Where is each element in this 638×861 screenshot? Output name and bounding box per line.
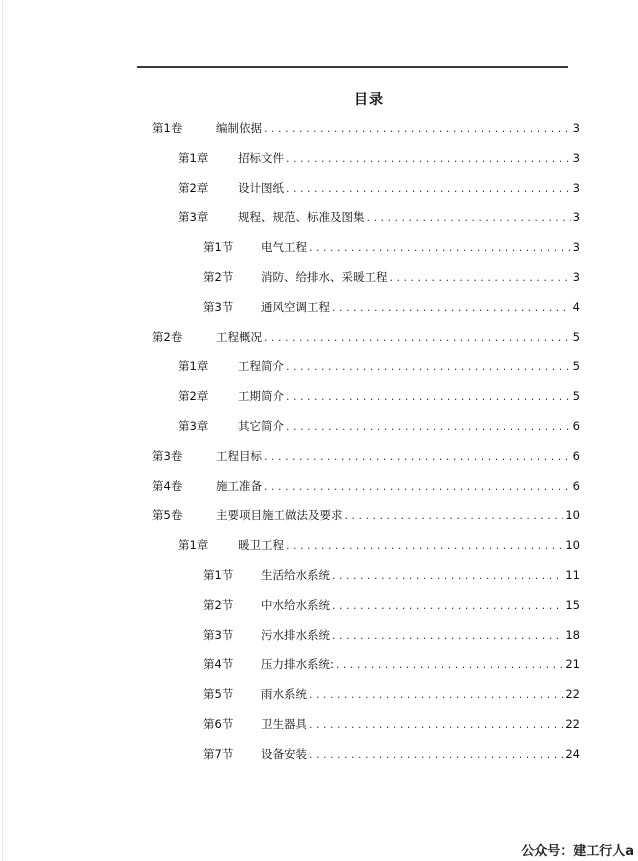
toc-entry-title: 电气工程 — [261, 240, 307, 254]
toc-dot-leader — [286, 151, 571, 167]
toc-entry-number: 第2卷 — [152, 330, 183, 344]
toc-entry-title: 暖卫工程 — [238, 538, 284, 552]
toc-dot-leader — [264, 330, 571, 346]
toc-entry-page: 3 — [572, 121, 580, 135]
toc-entry-title: 规程、规范、标准及图集 — [238, 210, 365, 224]
toc-entry-number: 第6节 — [203, 717, 234, 731]
page-title: 目录 — [354, 92, 384, 108]
toc-entry-page: 10 — [565, 508, 580, 522]
toc-entry-title: 消防、给排水、采暖工程 — [261, 270, 388, 284]
toc-dot-leader — [264, 121, 571, 137]
toc-dot-leader — [332, 628, 563, 644]
toc-dot-leader — [367, 210, 571, 226]
toc-entry-title: 设计图纸 — [238, 181, 284, 195]
toc-entry-page: 10 — [565, 538, 580, 552]
toc-entry-page: 22 — [565, 717, 580, 731]
toc-entry-number: 第5节 — [203, 687, 234, 701]
toc-entry-title: 卫生器具 — [261, 717, 307, 731]
toc-entry-number: 第1章 — [178, 359, 209, 373]
watermark-text: 公众号：建工行人a — [521, 844, 634, 859]
header-rule — [137, 66, 568, 68]
toc-dot-leader — [309, 717, 563, 733]
toc-dot-leader — [264, 479, 571, 495]
toc-entry-page: 3 — [572, 181, 580, 195]
toc-entry-title: 工期简介 — [238, 389, 284, 403]
toc-entry-level-3[interactable] — [203, 239, 580, 256]
toc-entry-title: 污水排水系统 — [261, 628, 330, 642]
toc-entry-level-2[interactable] — [178, 537, 580, 554]
toc-entry-number: 第2章 — [178, 181, 209, 195]
toc-entry-number: 第3节 — [203, 300, 234, 314]
toc-entry-page: 6 — [572, 419, 580, 433]
toc-entry-level-2[interactable] — [178, 358, 580, 375]
toc-entry-number: 第1章 — [178, 538, 209, 552]
toc-entry-level-2[interactable] — [178, 150, 580, 167]
toc-entry-page: 21 — [565, 657, 580, 671]
toc-entry-level-2[interactable] — [178, 209, 580, 226]
toc-entry-level-3[interactable] — [203, 716, 580, 733]
toc-entry-level-3[interactable] — [203, 269, 580, 286]
toc-entry-title: 工程概况 — [216, 330, 262, 344]
toc-entry-number: 第7节 — [203, 747, 234, 761]
toc-entry-level-1[interactable] — [152, 478, 580, 495]
toc-entry-number: 第2章 — [178, 389, 209, 403]
toc-dot-leader — [264, 449, 571, 465]
toc-entry-title: 设备安装 — [261, 747, 307, 761]
toc-entry-title: 工程简介 — [238, 359, 284, 373]
toc-entry-level-3[interactable] — [203, 567, 580, 584]
toc-entry-title: 雨水系统 — [261, 687, 307, 701]
toc-dot-leader — [309, 240, 571, 256]
toc-entry-title: 招标文件 — [238, 151, 284, 165]
toc-entry-level-3[interactable] — [203, 746, 580, 763]
toc-entry-number: 第1卷 — [152, 121, 183, 135]
toc-entry-page: 11 — [565, 568, 580, 582]
toc-entry-level-1[interactable] — [152, 329, 580, 346]
toc-entry-number: 第2节 — [203, 598, 234, 612]
toc-entry-number: 第3章 — [178, 210, 209, 224]
toc-entry-level-3[interactable] — [203, 627, 580, 644]
toc-dot-leader — [286, 538, 563, 554]
toc-entry-title: 其它简介 — [238, 419, 284, 433]
toc-entry-level-3[interactable] — [203, 299, 580, 316]
toc-entry-title: 施工准备 — [216, 479, 262, 493]
toc-entry-title: 工程目标 — [216, 449, 262, 463]
toc-entry-page: 3 — [572, 270, 580, 284]
toc-entry-number: 第4卷 — [152, 479, 183, 493]
toc-entry-page: 5 — [572, 359, 580, 373]
toc-entry-number: 第3章 — [178, 419, 209, 433]
toc-entry-page: 24 — [565, 747, 580, 761]
toc-entry-page: 4 — [572, 300, 580, 314]
toc-dot-leader — [309, 747, 563, 763]
toc-entry-title: 主要项目施工做法及要求 — [216, 508, 343, 522]
toc-entry-level-2[interactable] — [178, 180, 580, 197]
toc-entry-page: 3 — [572, 151, 580, 165]
toc-entry-title: 生活给水系统 — [261, 568, 330, 582]
toc-entry-level-1[interactable] — [152, 507, 580, 524]
toc-entry-level-3[interactable] — [203, 597, 580, 614]
toc-dot-leader — [286, 389, 571, 405]
toc-entry-page: 5 — [572, 389, 580, 403]
toc-entry-level-1[interactable] — [152, 448, 580, 465]
toc-entry-page: 3 — [572, 210, 580, 224]
toc-dot-leader — [332, 568, 563, 584]
toc-entry-page: 22 — [565, 687, 580, 701]
page-edge — [2, 0, 3, 861]
toc-dot-leader — [390, 270, 571, 286]
toc-entry-number: 第5卷 — [152, 508, 183, 522]
toc-entry-page: 18 — [565, 628, 580, 642]
toc-entry-page: 6 — [572, 449, 580, 463]
toc-entry-number: 第1节 — [203, 568, 234, 582]
toc-entry-number: 第1节 — [203, 240, 234, 254]
toc-entry-title: 通风空调工程 — [261, 300, 330, 314]
toc-dot-leader — [336, 657, 563, 673]
toc-entry-level-2[interactable] — [178, 388, 580, 405]
toc-entry-number: 第2节 — [203, 270, 234, 284]
toc-entry-page: 5 — [572, 330, 580, 344]
toc-entry-level-2[interactable] — [178, 418, 580, 435]
toc-dot-leader — [286, 419, 571, 435]
toc-entry-title: 中水给水系统 — [261, 598, 330, 612]
toc-entry-page: 3 — [572, 240, 580, 254]
toc-entry-number: 第3卷 — [152, 449, 183, 463]
toc-entry-level-3[interactable] — [203, 686, 580, 703]
toc-entry-number: 第3节 — [203, 628, 234, 642]
toc-dot-leader — [345, 508, 564, 524]
toc-entry-title: 编制依据 — [216, 121, 262, 135]
toc-entry-number: 第4节 — [203, 657, 234, 671]
toc-entry-page: 15 — [565, 598, 580, 612]
toc-dot-leader — [332, 300, 571, 316]
toc-dot-leader — [286, 181, 571, 197]
toc-entry-level-1[interactable] — [152, 120, 580, 137]
toc-entry-number: 第1章 — [178, 151, 209, 165]
toc-dot-leader — [332, 598, 563, 614]
toc-entry-title: 压力排水系统: — [261, 657, 334, 671]
toc-entry-page: 6 — [572, 479, 580, 493]
toc-dot-leader — [286, 359, 571, 375]
toc-entry-level-3[interactable] — [203, 656, 580, 673]
toc-dot-leader — [309, 687, 563, 703]
